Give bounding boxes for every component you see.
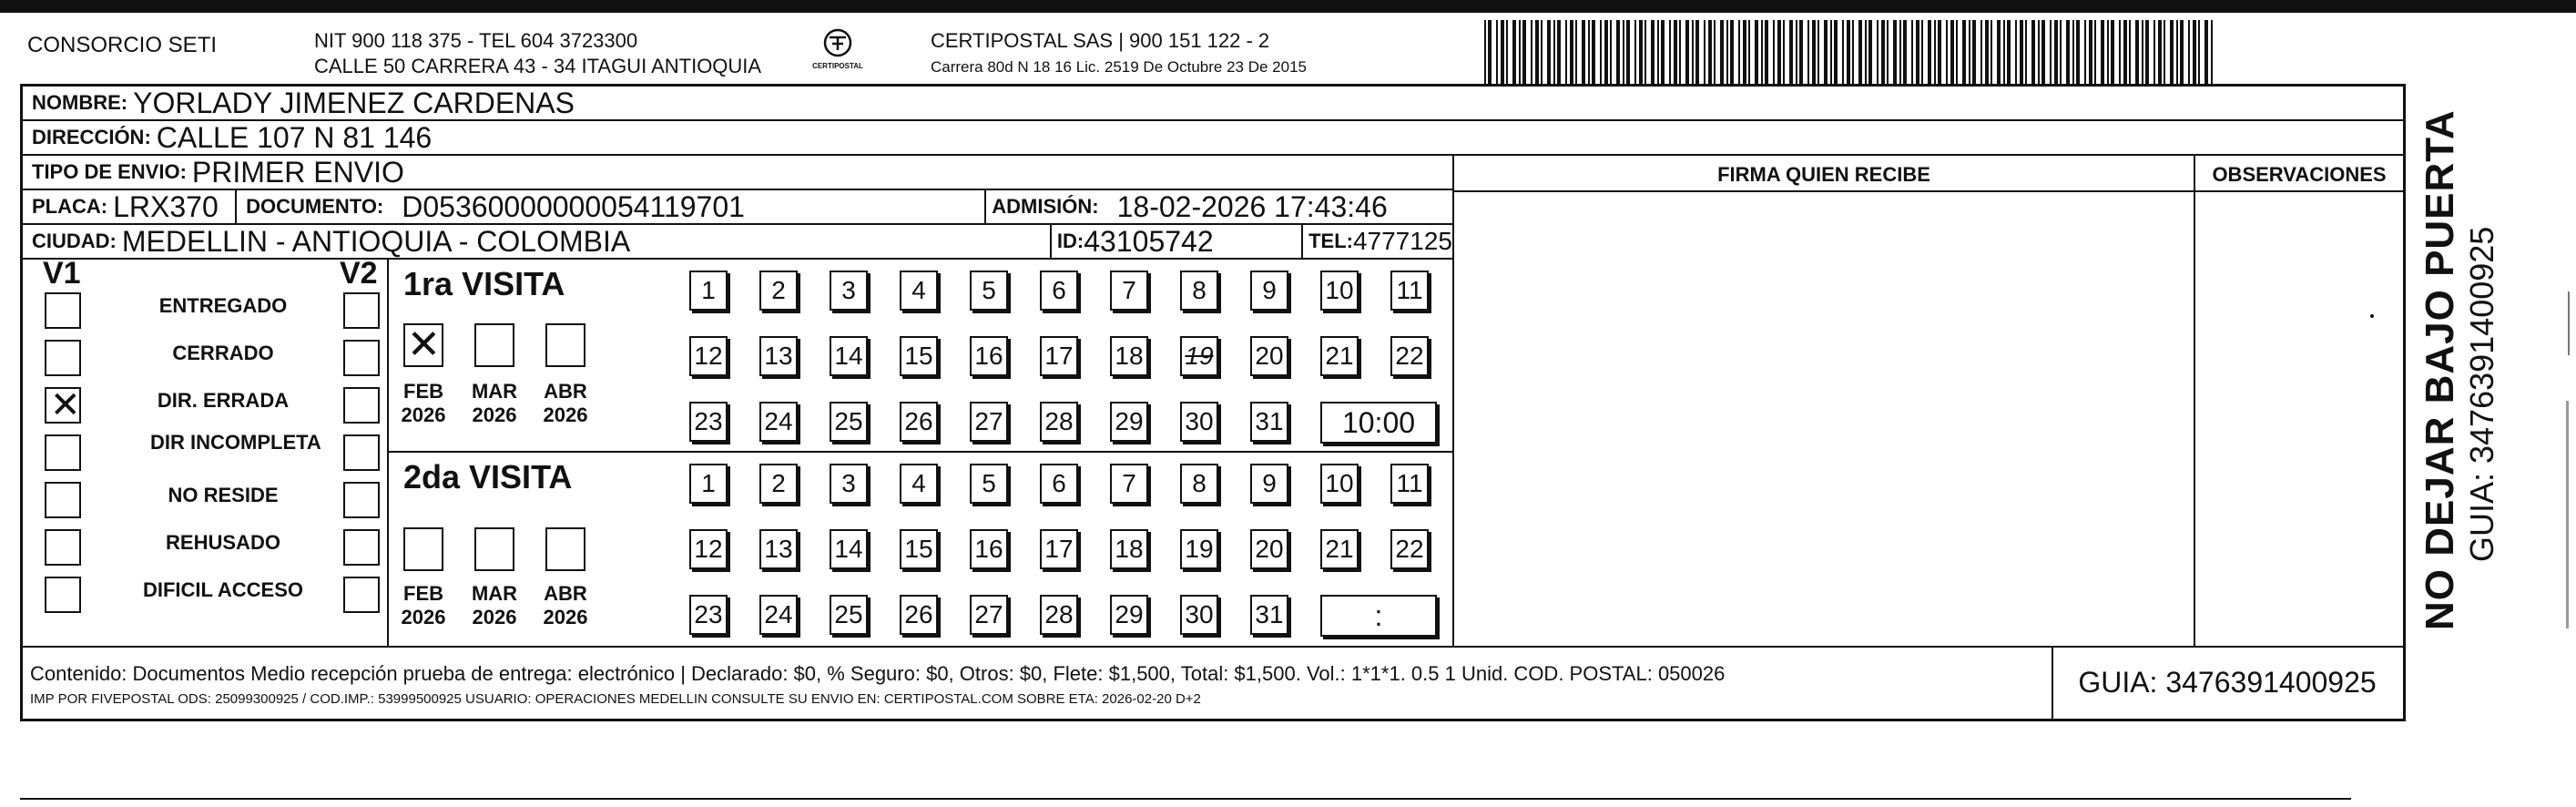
city: MEDELLIN - ANTIOQUIA - COLOMBIA bbox=[121, 224, 631, 258]
status-label: NO RESIDE bbox=[168, 484, 279, 506]
day-box[interactable]: 11 bbox=[1390, 464, 1429, 504]
day-box[interactable]: 28 bbox=[1040, 595, 1078, 635]
contents-line: Contenido: Documentos Medio recepción prueba de entrega: electrónico | Declarado: $0, % Seguro: $0, Otros: $0, Flete: $1,500, Total: $1,500. Vol.: 1*1*1. 0.5 1 Unid. COD. POSTAL: 050026 bbox=[30, 662, 1726, 685]
day-box[interactable]: 19 bbox=[1180, 336, 1218, 376]
day-box[interactable]: 6 bbox=[1040, 271, 1078, 311]
day-box[interactable]: 1 bbox=[689, 464, 728, 504]
month-year: 2026 bbox=[401, 404, 446, 426]
day-box[interactable]: 13 bbox=[759, 336, 798, 376]
plate-label: PLACA: bbox=[32, 195, 108, 218]
day-box[interactable]: 8 bbox=[1180, 464, 1218, 504]
company-name: CONSORCIO SETI bbox=[27, 33, 218, 57]
day-box[interactable]: 22 bbox=[1390, 336, 1429, 376]
day-box[interactable]: 2 bbox=[759, 271, 798, 311]
plate: LRX370 bbox=[113, 189, 219, 223]
tel-label: TEL: bbox=[1308, 230, 1353, 252]
address-row bbox=[23, 121, 2403, 156]
address-line: CALLE 50 CARRERA 43 - 34 ITAGUI ANTIOQUIA bbox=[314, 55, 762, 77]
v2-status-checkbox[interactable] bbox=[343, 529, 380, 566]
day-box[interactable]: 12 bbox=[689, 336, 728, 376]
day-box[interactable]: 16 bbox=[970, 529, 1008, 569]
day-box[interactable]: 9 bbox=[1250, 464, 1288, 504]
nit-line: NIT 900 118 375 - TEL 604 3723300 bbox=[314, 29, 638, 52]
day-box[interactable]: 24 bbox=[759, 595, 798, 635]
status-label: DIR. ERRADA bbox=[157, 389, 290, 412]
day-box[interactable]: 10 bbox=[1320, 464, 1359, 504]
day-box[interactable]: 3 bbox=[830, 271, 868, 311]
day-box[interactable]: 5 bbox=[970, 464, 1008, 504]
footer-guia: GUIA: 3476391400925 bbox=[2078, 666, 2377, 699]
day-box[interactable]: 16 bbox=[970, 336, 1008, 376]
day-box[interactable]: 11 bbox=[1390, 271, 1429, 311]
handwritten-x-mark: ✕ bbox=[407, 322, 441, 368]
document: D05360000000054119701 bbox=[402, 189, 745, 223]
edge-mark bbox=[2566, 401, 2569, 628]
document-label: DOCUMENTO: bbox=[246, 195, 384, 218]
month-checkbox[interactable] bbox=[474, 323, 514, 367]
day-box[interactable]: 25 bbox=[830, 402, 868, 442]
day-box[interactable]: 15 bbox=[900, 336, 938, 376]
v1-header: V1 bbox=[43, 256, 81, 291]
month-label bbox=[396, 582, 451, 629]
first-visit-section bbox=[389, 260, 1452, 453]
footer-rule bbox=[23, 646, 2403, 648]
recipient-id: 43105742 bbox=[1084, 224, 1214, 258]
day-box[interactable]: 18 bbox=[1110, 336, 1148, 376]
day-box[interactable]: 21 bbox=[1320, 529, 1359, 569]
top-rule bbox=[0, 0, 2576, 13]
month-name: ABR bbox=[544, 380, 587, 403]
send-type-label: TIPO DE ENVIO: bbox=[32, 160, 187, 183]
v2-header: V2 bbox=[340, 256, 378, 291]
month-year: 2026 bbox=[543, 606, 588, 628]
time-box[interactable]: 10:00 bbox=[1320, 402, 1437, 444]
day-box[interactable]: 26 bbox=[900, 402, 938, 442]
day-box[interactable]: 23 bbox=[689, 595, 728, 635]
day-box[interactable]: 30 bbox=[1180, 402, 1218, 442]
month-year: 2026 bbox=[543, 404, 588, 426]
day-box[interactable]: 29 bbox=[1110, 595, 1148, 635]
day-box[interactable]: 30 bbox=[1180, 595, 1218, 635]
v2-status-checkbox[interactable] bbox=[343, 434, 380, 471]
status-label: ENTREGADO bbox=[158, 294, 288, 317]
id-label: ID: bbox=[1056, 230, 1084, 252]
v2-status-checkbox[interactable] bbox=[343, 482, 380, 518]
license-line: Carrera 80d N 18 16 Lic. 2519 De Octubre 23 De 2015 bbox=[931, 58, 1307, 76]
v1-status-checkbox[interactable] bbox=[45, 482, 81, 518]
name-label: NOMBRE: bbox=[32, 91, 128, 114]
month-label bbox=[538, 380, 593, 427]
v2-status-checkbox[interactable] bbox=[343, 387, 380, 424]
day-box[interactable]: 21 bbox=[1320, 336, 1359, 376]
day-box[interactable]: 20 bbox=[1250, 529, 1288, 569]
day-box[interactable]: 3 bbox=[830, 464, 868, 504]
month-checkbox[interactable] bbox=[403, 323, 443, 367]
v2-status-checkbox[interactable] bbox=[343, 577, 380, 613]
bottom-rule bbox=[20, 798, 2351, 800]
certipostal-line: CERTIPOSTAL SAS | 900 151 122 - 2 bbox=[931, 29, 1270, 52]
imp-line: IMP POR FIVEPOSTAL ODS: 25099300925 / COD.IMP.: 53999500925 USUARIO: OPERACIONES MEDELLIN CONSULTE SU ENVIO EN: CERTIPOSTAL.COM SOBRE ETA: 2026-02-20 D+2 bbox=[30, 691, 1201, 707]
certipostal-logo-icon bbox=[806, 27, 870, 78]
name-row bbox=[23, 87, 2403, 121]
day-box[interactable]: 12 bbox=[689, 529, 728, 569]
month-year: 2026 bbox=[472, 404, 517, 426]
status-label: DIFICIL ACCESO bbox=[142, 578, 303, 601]
day-box[interactable]: 4 bbox=[900, 271, 938, 311]
day-box[interactable]: 26 bbox=[900, 595, 938, 635]
day-box[interactable]: 6 bbox=[1040, 464, 1078, 504]
tel: 4777125 bbox=[1352, 227, 1452, 255]
city-label: CIUDAD: bbox=[32, 230, 117, 252]
send-type: PRIMER ENVIO bbox=[191, 155, 404, 189]
day-box[interactable]: 31 bbox=[1250, 402, 1288, 442]
status-label: CERRADO bbox=[172, 342, 274, 364]
day-box[interactable]: 7 bbox=[1110, 464, 1148, 504]
month-label bbox=[467, 582, 522, 629]
day-box[interactable]: 28 bbox=[1040, 402, 1078, 442]
delivery-form bbox=[20, 84, 2406, 721]
v1-status-checkbox[interactable] bbox=[45, 384, 81, 426]
signature-column-title: FIRMA QUIEN RECIBE bbox=[1717, 163, 1930, 186]
month-year: 2026 bbox=[401, 606, 446, 628]
v1-status-checkbox[interactable] bbox=[45, 292, 81, 329]
month-name: ABR bbox=[544, 582, 587, 605]
v2-status-checkbox[interactable] bbox=[343, 340, 380, 376]
day-box[interactable]: 22 bbox=[1390, 529, 1429, 569]
plate-row bbox=[23, 190, 1452, 225]
day-box[interactable]: 10 bbox=[1320, 271, 1359, 311]
no-dejar-bajo-puerta: NO DEJAR BAJO PUERTA bbox=[2418, 109, 2462, 630]
day-box[interactable]: 5 bbox=[970, 271, 1008, 311]
day-box[interactable]: 13 bbox=[759, 529, 798, 569]
edge-mark bbox=[2568, 291, 2570, 355]
side-guia: GUIA: 3476391400925 bbox=[2463, 226, 2500, 562]
day-box[interactable]: 25 bbox=[830, 595, 868, 635]
day-box[interactable]: 18 bbox=[1110, 529, 1148, 569]
day-box[interactable]: 4 bbox=[900, 464, 938, 504]
day-box[interactable]: 14 bbox=[830, 529, 868, 569]
address-label: DIRECCIÓN: bbox=[32, 126, 151, 148]
month-label bbox=[396, 380, 451, 427]
signature-area[interactable] bbox=[1454, 192, 2194, 646]
admission-label: ADMISIÓN: bbox=[992, 195, 1099, 218]
day-box[interactable]: 8 bbox=[1180, 271, 1218, 311]
observations-column-title: OBSERVACIONES bbox=[2212, 163, 2387, 186]
month-checkbox[interactable] bbox=[474, 527, 514, 571]
month-name: MAR bbox=[471, 582, 518, 605]
recipient-address: CALLE 107 N 81 146 bbox=[156, 120, 433, 154]
stray-dot bbox=[2370, 314, 2374, 318]
month-checkbox[interactable] bbox=[545, 527, 585, 571]
day-box[interactable]: 7 bbox=[1110, 271, 1148, 311]
visit-title: 2da VISITA bbox=[403, 458, 573, 495]
day-box[interactable]: 27 bbox=[970, 402, 1008, 442]
day-box[interactable]: 20 bbox=[1250, 336, 1288, 376]
day-box[interactable]: 1 bbox=[689, 271, 728, 311]
status-label: DIR INCOMPLETA bbox=[150, 431, 321, 454]
observations-area[interactable] bbox=[2195, 192, 2403, 646]
v1-status-checkbox[interactable] bbox=[45, 340, 81, 376]
send-type-row bbox=[23, 156, 1452, 190]
v1-status-checkbox[interactable] bbox=[45, 577, 81, 613]
second-visit-section bbox=[389, 453, 1452, 646]
side-warning bbox=[2418, 84, 2576, 630]
month-name: FEB bbox=[403, 582, 443, 605]
v2-status-checkbox[interactable] bbox=[343, 292, 380, 329]
month-label bbox=[538, 582, 593, 629]
day-box[interactable]: 9 bbox=[1250, 271, 1288, 311]
month-label bbox=[467, 380, 522, 427]
status-section bbox=[23, 256, 387, 646]
day-box[interactable]: 23 bbox=[689, 402, 728, 442]
month-name: MAR bbox=[471, 380, 518, 403]
day-box[interactable]: 14 bbox=[830, 336, 868, 376]
logo-caption: CERTIPOSTAL bbox=[812, 62, 863, 70]
handwritten-x-mark: ✕ bbox=[50, 384, 81, 426]
month-checkbox[interactable] bbox=[545, 323, 585, 367]
city-row bbox=[23, 225, 1452, 260]
day-box[interactable]: 17 bbox=[1040, 529, 1078, 569]
month-year: 2026 bbox=[472, 606, 517, 628]
day-box[interactable]: 31 bbox=[1250, 595, 1288, 635]
v1-status-checkbox[interactable] bbox=[45, 529, 81, 566]
v1-status-checkbox[interactable] bbox=[45, 434, 81, 471]
day-box[interactable]: 27 bbox=[970, 595, 1008, 635]
visit-title: 1ra VISITA bbox=[403, 265, 565, 302]
admission: 18-02-2026 17:43:46 bbox=[1116, 189, 1388, 223]
status-label: REHUSADO bbox=[166, 531, 280, 554]
recipient-name: YORLADY JIMENEZ CARDENAS bbox=[133, 86, 575, 119]
day-box[interactable]: 17 bbox=[1040, 336, 1078, 376]
month-checkbox[interactable] bbox=[403, 527, 443, 571]
barcode-icon bbox=[1484, 20, 2220, 84]
day-box[interactable]: 15 bbox=[900, 529, 938, 569]
day-box[interactable]: 29 bbox=[1110, 402, 1148, 442]
day-box[interactable]: 2 bbox=[759, 464, 798, 504]
time-box[interactable]: : bbox=[1320, 595, 1437, 637]
day-box[interactable]: 19 bbox=[1180, 529, 1218, 569]
day-box[interactable]: 24 bbox=[759, 402, 798, 442]
month-name: FEB bbox=[403, 380, 443, 403]
